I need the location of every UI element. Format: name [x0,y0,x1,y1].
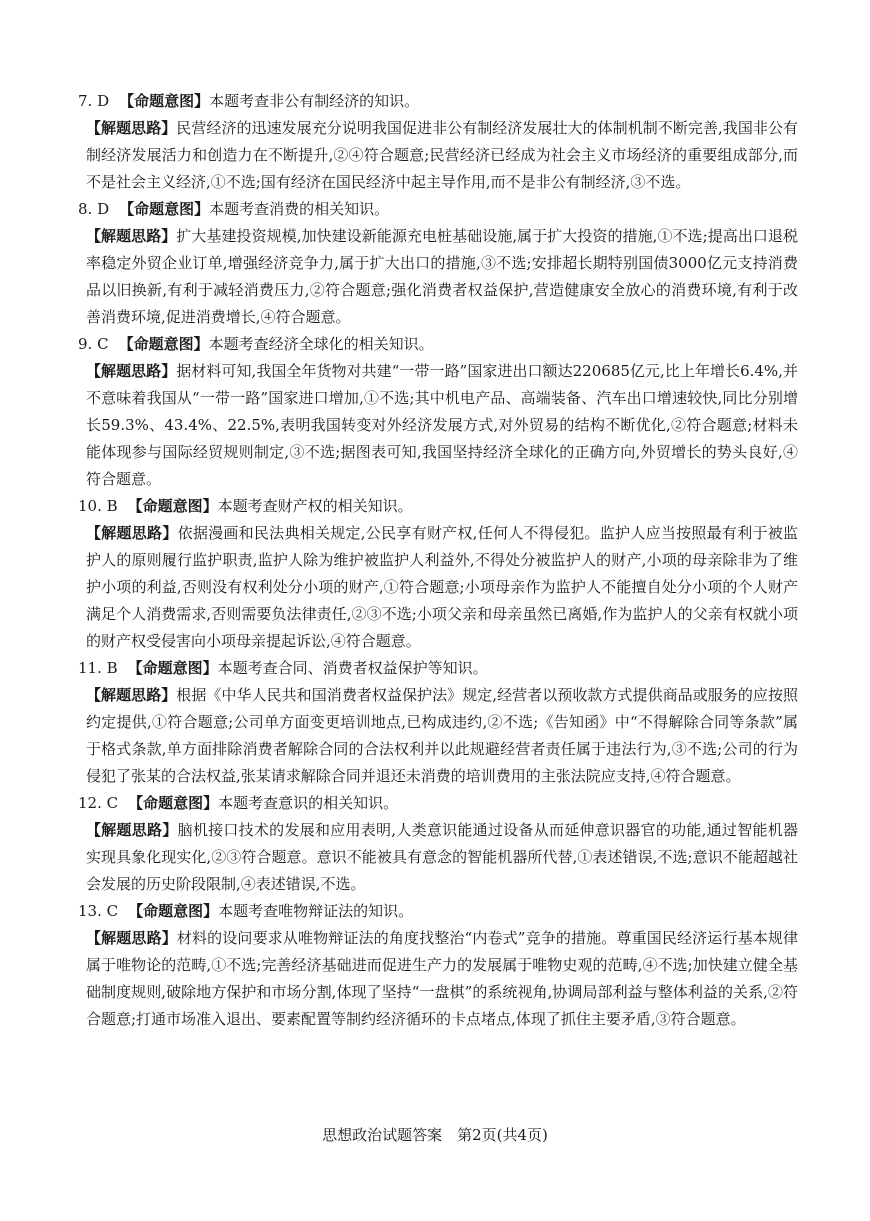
intent-text: 本题考查唯物辩证法的知识。 [218,902,414,920]
intent-label: 【命题意图】 [119,92,210,110]
analysis-label: 【解题思路】 [86,929,177,947]
intent-text: 本题考查合同、消费者权益保护等知识。 [217,659,488,677]
analysis-label: 【解题思路】 [86,119,177,137]
analysis [78,682,798,790]
question-header [78,196,798,223]
question-9 [78,331,798,493]
analysis-label: 【解题思路】 [86,362,177,380]
intent-label: 【命题意图】 [127,497,218,515]
intent-label: 【命题意图】 [127,659,218,677]
analysis [78,520,798,655]
analysis [78,115,798,196]
analysis-text: 材料的设问要求从唯物辩证法的角度找整治“内卷式”竞争的措施。尊重国民经济运行基本规律属于唯物论的范畴,①不选;完善经济基础进而促进生产力的发展属于唯物史观的范畴,④不选;加快建立健全基础制度规则,破除地方保护和市场分割,体现了坚持“一盘棋”的系统视角,协调局部利益与整体利益的关系,②符合题意;打通市场准入退出、要素配置等制约经济循环的卡点堵点,体现了抓住主要矛盾,③符合题意。 [86,929,798,1028]
analysis-label: 【解题思路】 [86,227,177,245]
question-header [78,88,798,115]
question-12 [78,790,798,898]
question-number: 11. B [78,659,118,677]
question-number: 7. D [78,92,110,110]
analysis [78,925,798,1033]
analysis-text: 民营经济的迅速发展充分说明我国促进非公有制经济发展壮大的体制机制不断完善,我国非公有制经济发展活力和创造力在不断提升,②④符合题意;民营经济已经成为社会主义市场经济的重要组成部分,而不是社会主义经济,①不选;国有经济在国民经济中起主导作用,而不是非公有制经济,③不选。 [86,119,798,191]
intent-text: 本题考查经济全球化的相关知识。 [208,335,434,353]
analysis [78,223,798,331]
question-header [78,655,798,682]
analysis-label: 【解题思路】 [86,686,177,704]
question-10 [78,493,798,655]
question-number: 8. D [78,200,110,218]
intent-text: 本题考查消费的相关知识。 [209,200,390,218]
question-13 [78,898,798,1033]
question-header [78,493,798,520]
analysis-label: 【解题思路】 [86,524,178,542]
intent-text: 本题考查财产权的相关知识。 [217,497,413,515]
answer-content [78,88,798,1033]
question-number: 13. C [78,902,119,920]
question-number: 9. C [78,335,109,353]
question-header [78,790,798,817]
intent-label: 【命题意图】 [118,335,209,353]
question-7 [78,88,798,196]
question-number: 12. C [78,794,119,812]
analysis-text: 脑机接口技术的发展和应用表明,人类意识能通过设备从而延伸意识器官的功能,通过智能机器实现具象化现实化,②③符合题意。意识不能被具有意念的智能机器所代替,①表述错误,不选;意识不能超越社会发展的历史阶段限制,④表述错误,不选。 [86,821,798,893]
analysis-text: 依据漫画和民法典相关规定,公民享有财产权,任何人不得侵犯。监护人应当按照最有利于被监护人的原则履行监护职责,监护人除为维护被监护人利益外,不得处分被监护人的财产,小项的母亲除非为了维护小项的利益,否则没有权利处分小项的财产,①符合题意;小项母亲作为监护人不能擅自处分小项的个人财产满足个人消费需求,否则需要负法律责任,②③不选;小项父亲和母亲虽然已离婚,作为监护人的父亲有权就小项的财产权受侵害向小项母亲提起诉讼,④符合题意。 [86,524,798,650]
analysis [78,358,798,493]
page-footer: 思想政治试题答案 第2页(共4页) [322,1126,548,1144]
intent-text: 本题考查意识的相关知识。 [218,794,399,812]
intent-label: 【命题意图】 [128,794,219,812]
analysis-text: 据材料可知,我国全年货物对共建“一带一路”国家进出口额达220685亿元,比上年增长6.4%,并不意味着我国从“一带一路”国家进口增加,①不选;其中机电产品、高端装备、汽车出口增速较快,同比分别增长59.3%、43.4%、22.5%,表明我国转变对外经济发展方式,对外贸易的结构不断优化,②符合题意;材料未能体现参与国际经贸规则制定,③不选;据图表可知,我国坚持经济全球化的正确方向,外贸增长的势头良好,④符合题意。 [86,362,798,488]
question-number: 10. B [78,497,118,515]
analysis [78,817,798,898]
analysis-text: 根据《中华人民共和国消费者权益保护法》规定,经营者以预收款方式提供商品或服务的应按照约定提供,①符合题意;公司单方面变更培训地点,已构成违约,②不选;《告知函》中“不得解除合同等条款”属于格式条款,单方面排除消费者解除合同的合法权利并以此规避经营者责任属于违法行为,③不选;公司的行为侵犯了张某的合法权益,张某请求解除合同并退还未消费的培训费用的主张法院应支持,④符合题意。 [86,686,798,785]
question-header [78,331,798,358]
intent-label: 【命题意图】 [119,200,210,218]
intent-text: 本题考查非公有制经济的知识。 [209,92,420,110]
analysis-text: 扩大基建投资规模,加快建设新能源充电桩基础设施,属于扩大投资的措施,①不选;提高出口退税率稳定外贸企业订单,增强经济竞争力,属于扩大出口的措施,③不选;安排超长期特别国债3000亿元支持消费品以旧换新,有利于减轻消费压力,②符合题意;强化消费者权益保护,营造健康安全放心的消费环境,有利于改善消费环境,促进消费增长,④符合题意。 [86,227,798,326]
question-11 [78,655,798,790]
question-8 [78,196,798,331]
intent-label: 【命题意图】 [128,902,219,920]
analysis-label: 【解题思路】 [86,821,178,839]
question-header [78,898,798,925]
